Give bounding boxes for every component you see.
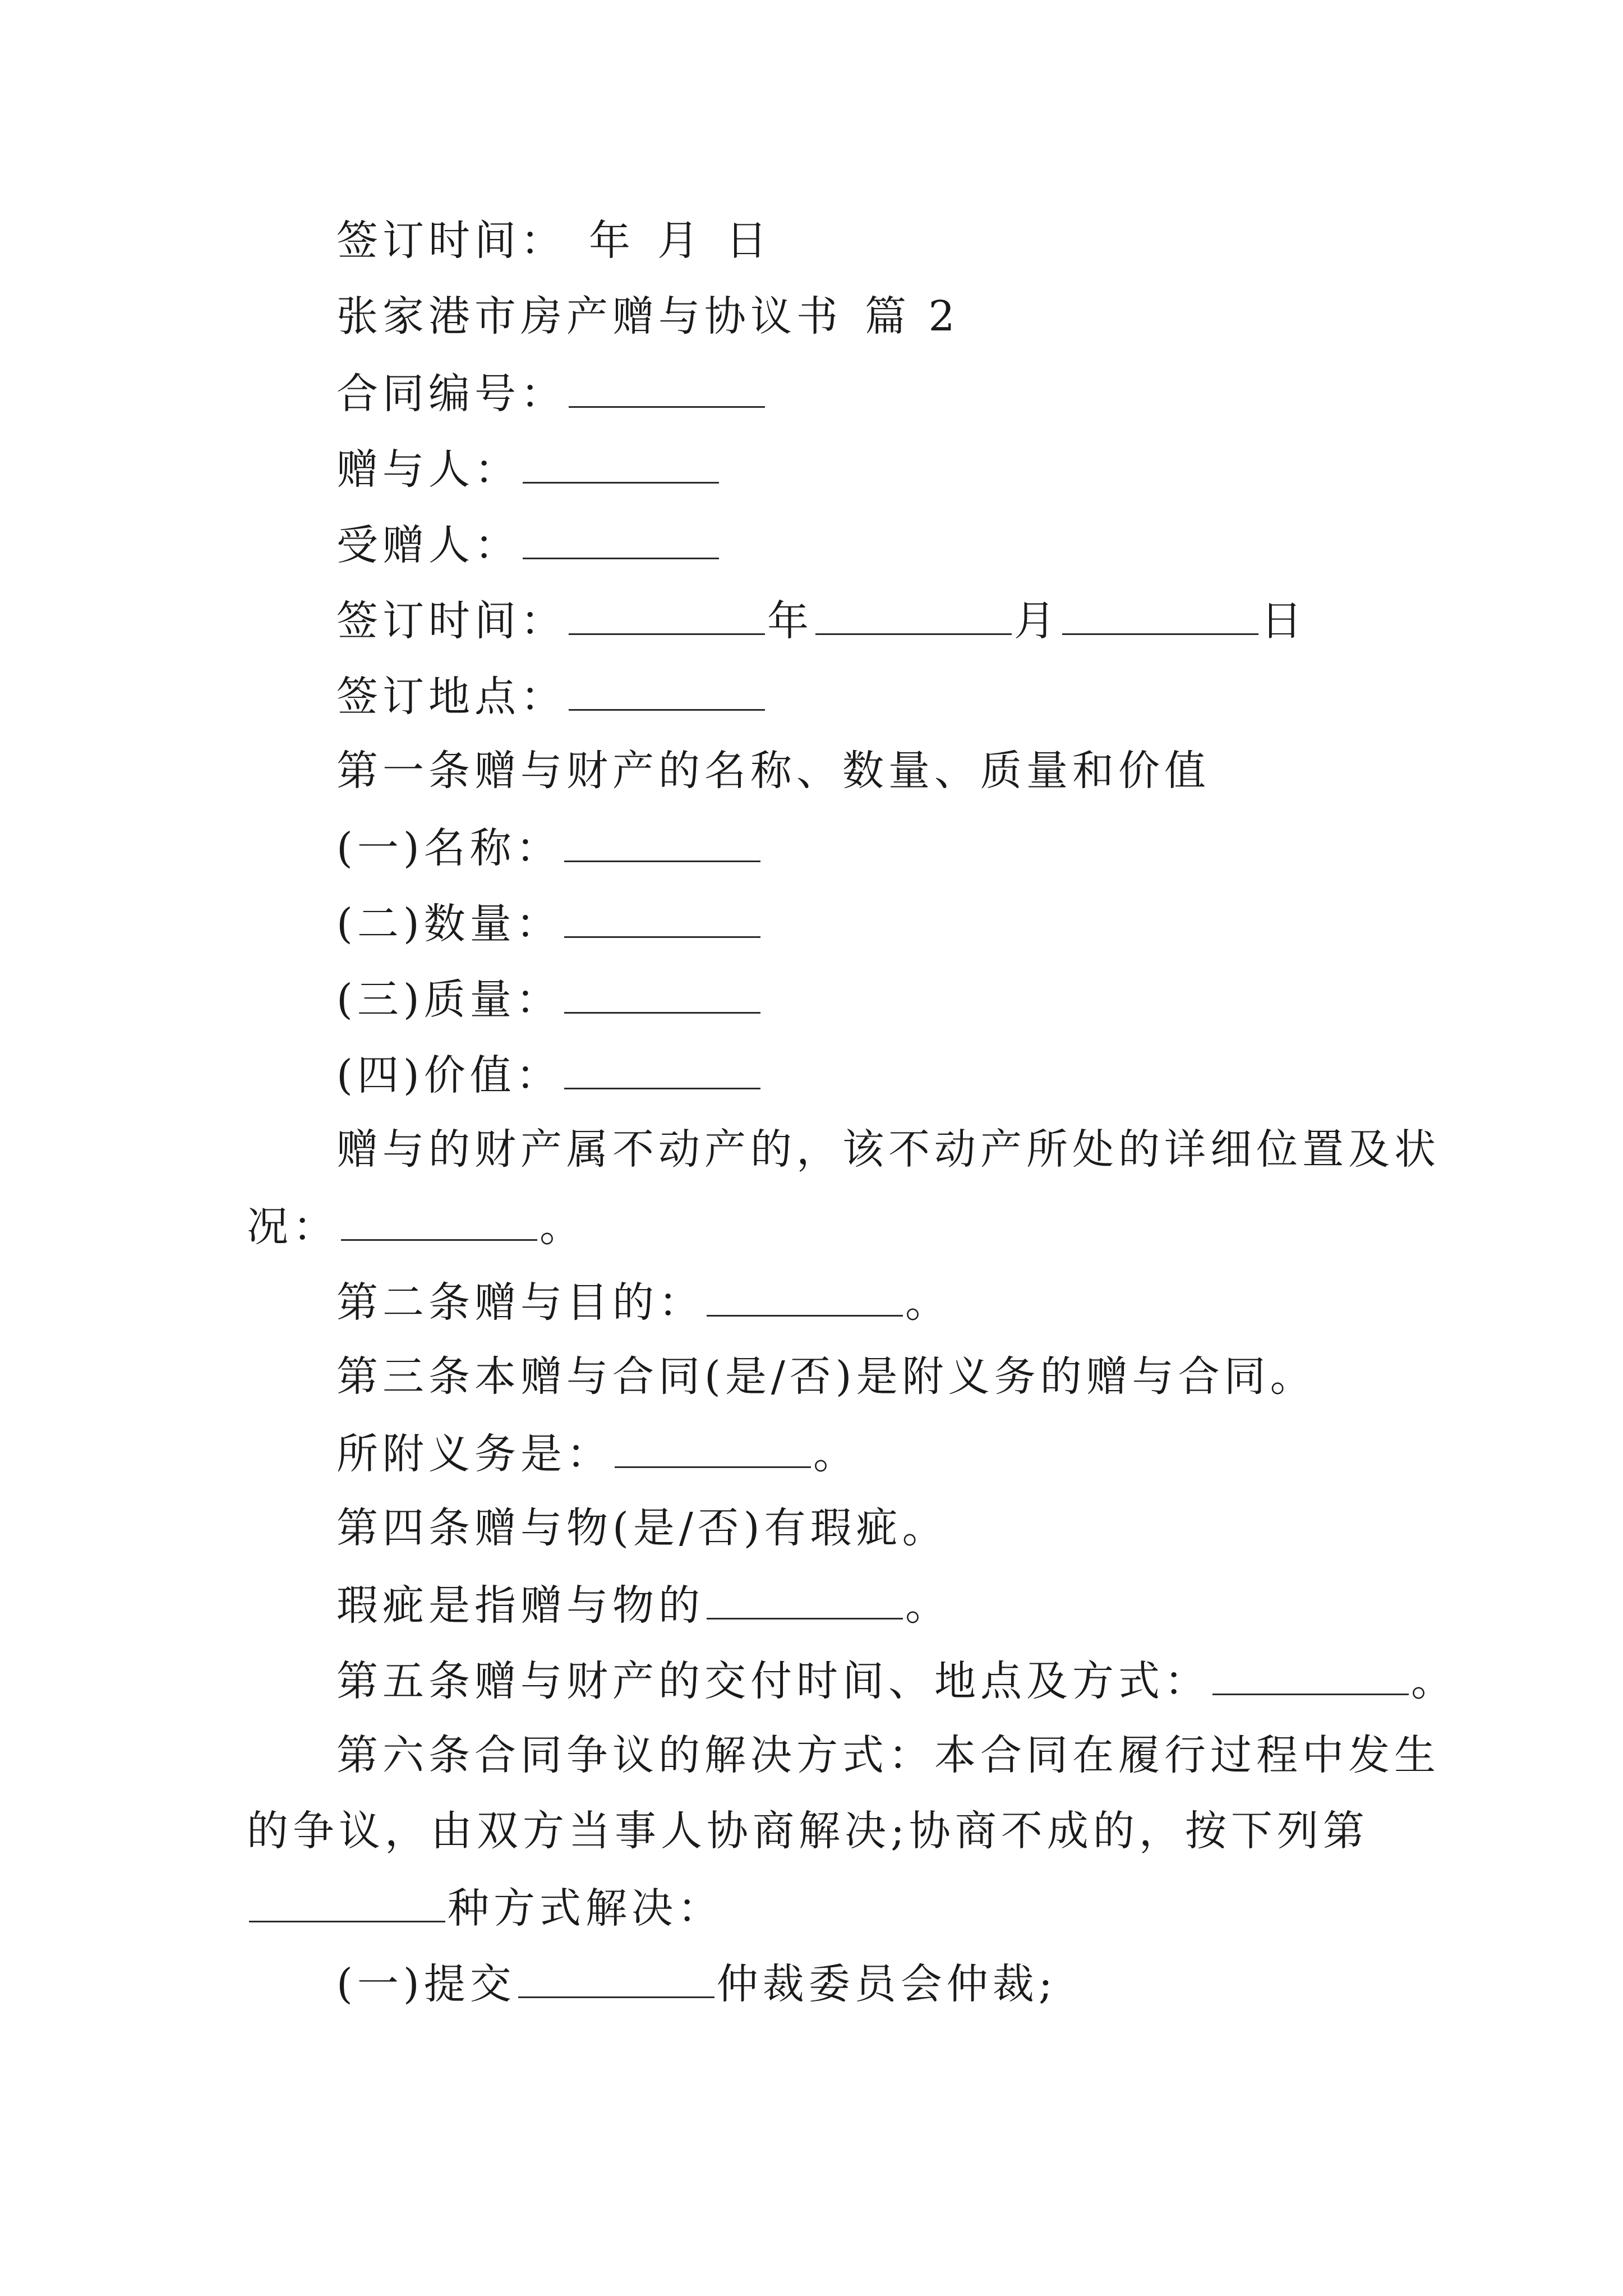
donee-line <box>336 521 721 569</box>
real-estate-text-cont: 况： <box>247 1203 339 1251</box>
article-1-text: 第一条赠与财产的名称、数量、质量和价值 <box>336 747 1210 795</box>
real-estate-blank[interactable] <box>341 1204 537 1241</box>
month-label: 月 <box>1014 597 1060 645</box>
article-6-line-1 <box>336 1731 1440 1779</box>
obligation-label: 所附义务是： <box>336 1430 612 1478</box>
article-3-line <box>336 1352 1316 1401</box>
item-value-line <box>336 1051 763 1099</box>
donor-blank[interactable] <box>523 447 719 484</box>
contract-number-label: 合同编号： <box>336 370 566 418</box>
item-quantity-label: (二)数量： <box>336 900 562 948</box>
donor-line <box>336 445 721 494</box>
period: 。 <box>813 1430 859 1478</box>
sign-date-label: 签订时间： <box>336 217 566 265</box>
item-name-line <box>336 824 763 872</box>
defect-label: 瑕疵是指赠与物的 <box>336 1581 704 1630</box>
donee-label: 受赠人： <box>336 521 520 569</box>
contract-number-line <box>336 370 767 418</box>
real-estate-paragraph-line-1 <box>336 1125 1440 1174</box>
sign-date-label: 签订时间： <box>336 597 566 645</box>
item-quality-label: (三)质量： <box>336 976 562 1024</box>
article-6-text-cont: 的争议，由双方当事人协商解决;协商不成的，按下列第 <box>247 1807 1369 1855</box>
article-4-text: 第四条赠与物(是/否)有瑕疵。 <box>336 1504 948 1552</box>
article-5-line <box>336 1657 1457 1705</box>
agreement-title-text: 张家港市房产赠与协议书 <box>336 292 842 341</box>
item-name-label: (一)名称： <box>336 824 562 872</box>
item-name-blank[interactable] <box>564 826 760 862</box>
contract-number-blank[interactable] <box>569 371 765 408</box>
item-quantity-blank[interactable] <box>564 901 760 938</box>
arbitration-blank[interactable] <box>518 1962 714 1998</box>
agreement-title <box>336 292 960 341</box>
day-label: 日 <box>1261 597 1307 645</box>
arbitration-line <box>336 1960 1057 2008</box>
arbitration-text: 仲裁委员会仲裁; <box>716 1960 1057 2008</box>
year-blank[interactable] <box>569 599 765 635</box>
item-value-blank[interactable] <box>564 1053 760 1089</box>
arbitration-label: (一)提交 <box>336 1960 516 2008</box>
article-5-label: 第五条赠与财产的交付时间、地点及方式： <box>336 1657 1210 1705</box>
month-label: 月 <box>657 217 703 265</box>
article-3-text: 第三条本赠与合同(是/否)是附义务的赠与合同。 <box>336 1352 1316 1401</box>
year-label: 年 <box>767 597 813 645</box>
item-quality-blank[interactable] <box>564 977 760 1014</box>
purpose-blank[interactable] <box>707 1280 903 1317</box>
period: 。 <box>540 1203 585 1251</box>
day-blank[interactable] <box>1062 599 1258 635</box>
sign-place-line <box>336 673 767 721</box>
sign-place-blank[interactable] <box>569 674 765 711</box>
defect-blank[interactable] <box>707 1583 903 1619</box>
donee-blank[interactable] <box>523 523 719 559</box>
day-label: 日 <box>726 217 772 265</box>
delivery-blank[interactable] <box>1212 1659 1409 1695</box>
section-number: 篇 2 <box>865 292 960 341</box>
period: 。 <box>1411 1657 1457 1705</box>
defect-line <box>336 1581 951 1630</box>
article-2-label: 第二条赠与目的： <box>336 1278 704 1327</box>
article-6-text-end: 种方式解决： <box>448 1884 723 1932</box>
article-6-line-3 <box>247 1884 723 1932</box>
real-estate-paragraph-line-2 <box>247 1203 585 1251</box>
article-4-line <box>336 1504 948 1552</box>
item-quantity-line <box>336 900 763 948</box>
month-blank[interactable] <box>815 599 1012 635</box>
obligation-blank[interactable] <box>615 1432 811 1468</box>
article-2-line <box>336 1278 951 1327</box>
real-estate-text: 赠与的财产属不动产的，该不动产所处的详细位置及状 <box>336 1125 1440 1174</box>
period: 。 <box>905 1278 951 1327</box>
sign-date-line-1 <box>336 217 772 265</box>
year-label: 年 <box>589 217 635 265</box>
item-value-label: (四)价值： <box>336 1051 562 1099</box>
article-6-text: 第六条合同争议的解决方式：本合同在履行过程中发生 <box>336 1731 1440 1779</box>
donor-label: 赠与人： <box>336 445 520 494</box>
sign-place-label: 签订地点： <box>336 673 566 721</box>
dispute-method-blank[interactable] <box>249 1886 445 1922</box>
obligation-line <box>336 1430 859 1478</box>
sign-date-line-2 <box>336 597 1307 645</box>
article-6-line-2 <box>247 1807 1369 1855</box>
period: 。 <box>905 1581 951 1630</box>
article-1-heading <box>336 747 1210 795</box>
item-quality-line <box>336 976 763 1024</box>
